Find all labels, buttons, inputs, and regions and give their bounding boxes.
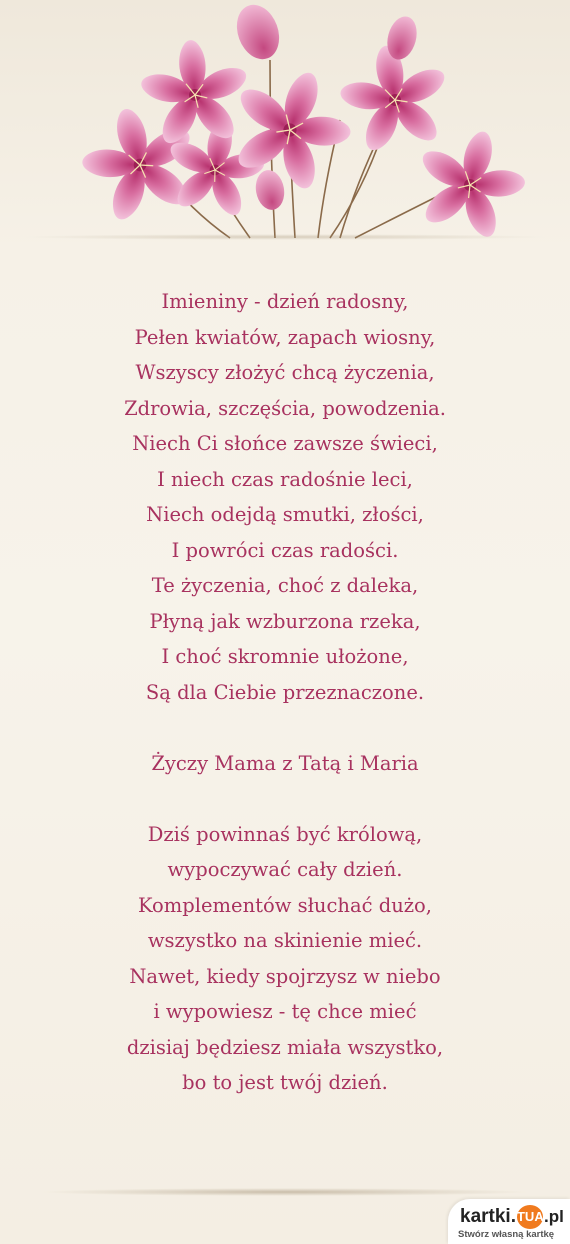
poem-line: Pełen kwiatów, zapach wiosny,: [134, 325, 436, 349]
poem-line: I choć skromnie ułożone,: [161, 645, 409, 668]
logo-wordmark: [460, 1205, 564, 1229]
poem-line: I niech czas radośnie leci,: [157, 467, 413, 491]
poem-line: i wypowiesz - tę chce mieć: [153, 1000, 417, 1023]
poem-line: Niech Ci słońce zawsze świeci,: [132, 432, 438, 455]
poem-line: Imieniny - dzień radosny,: [161, 290, 409, 313]
kartki-logo[interactable]: [448, 1199, 570, 1244]
stanza-gap: [0, 710, 570, 746]
stanza-gap: [0, 781, 570, 817]
poem-line: Nawet, kiedy spojrzysz w niebo: [129, 964, 441, 988]
poem-line: Zdrowia, szczęścia, powodzenia.: [124, 396, 446, 420]
poem-line: Są dla Ciebie przeznaczone.: [145, 680, 425, 704]
poem-line: Płyną jak wzburzona rzeka,: [149, 609, 421, 633]
poem-line: Dziś powinnaś być królową,: [147, 822, 423, 846]
shelf-shadow: [20, 234, 550, 240]
poem-line: I powróci czas radości.: [171, 538, 399, 562]
signature: Życzy Mama z Tatą i Maria: [151, 751, 419, 775]
logo-name: kartki.: [460, 1206, 516, 1228]
poem-line: Niech odejdą smutki, złości,: [146, 503, 424, 526]
poem-line: wszystko na skinienie mieć.: [147, 929, 423, 952]
poem-line: Komplementów słuchać dużo,: [138, 893, 432, 917]
poem-line: wypoczywać cały dzień.: [167, 858, 403, 881]
logo-badge-icon: TUA: [517, 1205, 543, 1229]
poem-line: bo to jest twój dzień.: [182, 1071, 388, 1094]
poem-line: Te życzenia, choć z daleka,: [151, 574, 419, 597]
logo-tagline: Stwórz własną kartkę: [458, 1229, 555, 1240]
bottom-shadow: [40, 1188, 530, 1196]
flower-bouquet-illustration: [0, 0, 570, 270]
poem-line: Wszyscy złożyć chcą życzenia,: [135, 361, 435, 384]
poem: [0, 284, 570, 1101]
poem-line: dzisiaj będziesz miała wszystko,: [126, 1035, 444, 1059]
logo-tld: .pl: [543, 1207, 564, 1227]
